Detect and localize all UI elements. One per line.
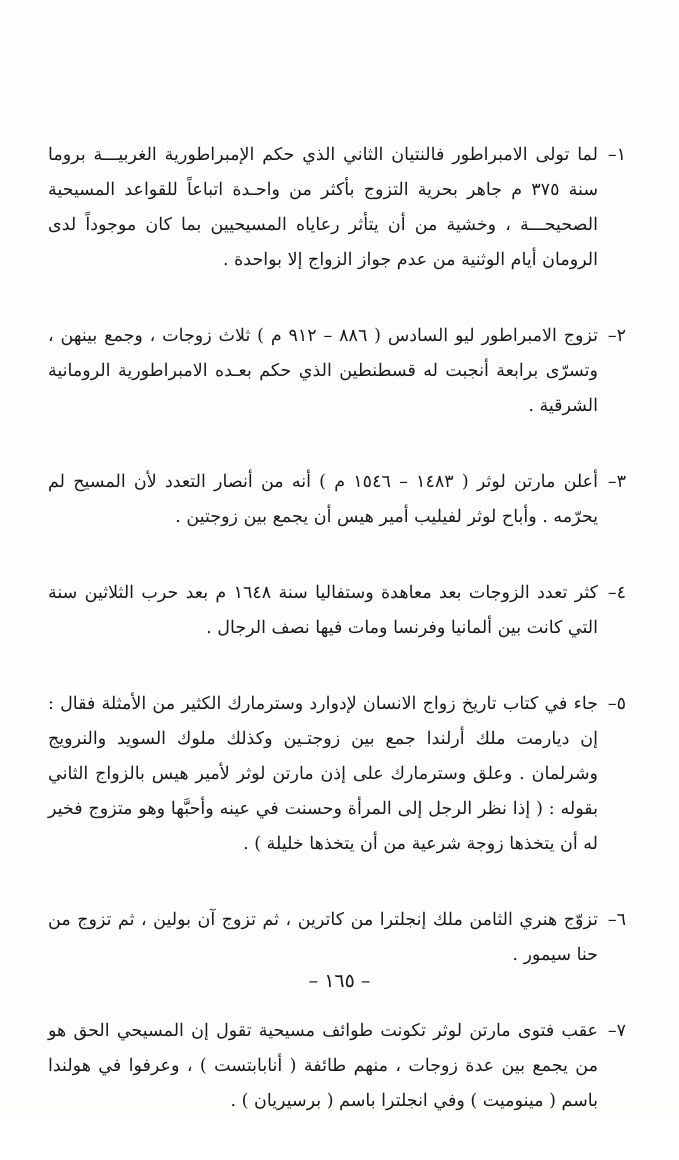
item-text: لما تولى الامبراطور فالنتيان الثاني الذي حكم الإمبراطورية الغربيـــة بروما سنة ٣٧٥ م جاهر بحرية التزوج بأكثر من واحـدة اتباعاً للقواعد المسيحية الصحيحـــة ، وخشية من أن يتأثر رعاياه المسيحيين بما كان موجوداً لدى الرومان أيام الوثنية من عدم جواز الزواج إلا بواحدة .: [48, 145, 598, 270]
item-text: جاء في كتاب تاريخ زواج الانسان لإدوارد وسترمارك الكثير من الأمثلة فقال : إن ديارمت ملك أرلندا جمع بين زوجتـين وكذلك ملوك السويد والنرويج وشرلمان . وعلق وسترمارك على إذن مارتن لوثر لأمير هيس بالزواج الثاني بقوله : ( إذا نظر الرجل إلى المرأة وحسنت في عينه وأحبَّها وهو متزوج فخير له أن يتخذها زوجة شرعية من أن يتخذها خليلة ) .: [48, 694, 598, 854]
item-text: تزوج الامبراطور ليو السادس ( ٨٨٦ – ٩١٢ م ) ثلاث زوجات ، وجمع بينهن ، وتسرّى برابعة أنجبت له قسطنطين الذي حكم بعـده الامبراطورية الرومانية الشرقية .: [48, 326, 599, 416]
list-item-4: [48, 576, 626, 646]
item-number: ١–: [607, 145, 626, 165]
item-text: تزوّج هنري الثامن ملك إنجلترا من كاترين ، ثم تزوج آن بولين ، ثم تزوج من حنا سيمور .: [48, 910, 598, 965]
item-number: ٧–: [607, 1021, 626, 1041]
page-body: [48, 138, 626, 1160]
item-text: كثر تعدد الزوجات بعد معاهدة وستفاليا سنة ١٦٤٨ م بعد حرب الثلاثين سنة التي كانت بين ألمانيا وفرنسا ومات فيها نصف الرجال .: [48, 583, 598, 638]
item-number: ٦–: [607, 910, 626, 930]
list-item-5: [48, 687, 626, 862]
list-item-1: [48, 138, 626, 278]
item-number: ٥–: [607, 694, 626, 714]
item-text: أعلن مارتن لوثر ( ١٤٨٣ – ١٥٤٦ م ) أنه من أنصار التعدد لأن المسيح لم يحرّمه . وأباح لوثر لفيليب أمير هيس أن يجمع بين زوجتين .: [48, 472, 598, 527]
list-item-3: [48, 465, 626, 535]
item-number: ٣–: [607, 472, 626, 492]
item-number: ٤–: [607, 583, 626, 603]
item-number: ٢–: [607, 326, 626, 346]
list-item-7: [48, 1014, 626, 1119]
page-number: – ١٦٥ –: [308, 970, 371, 992]
list-item-6: [48, 903, 626, 973]
list-item-2: [48, 319, 626, 424]
item-text: عقب فتوى مارتن لوثر تكونت طوائف مسيحية تقول إن المسيحي الحق هو من يجمع بين عدة زوجات ، منهم طائفة ( أنابابتست ) ، وعرفوا في هولندا باسم ( مينوميت ) وفي انجلترا باسم ( برسيريان ) .: [48, 1021, 598, 1111]
